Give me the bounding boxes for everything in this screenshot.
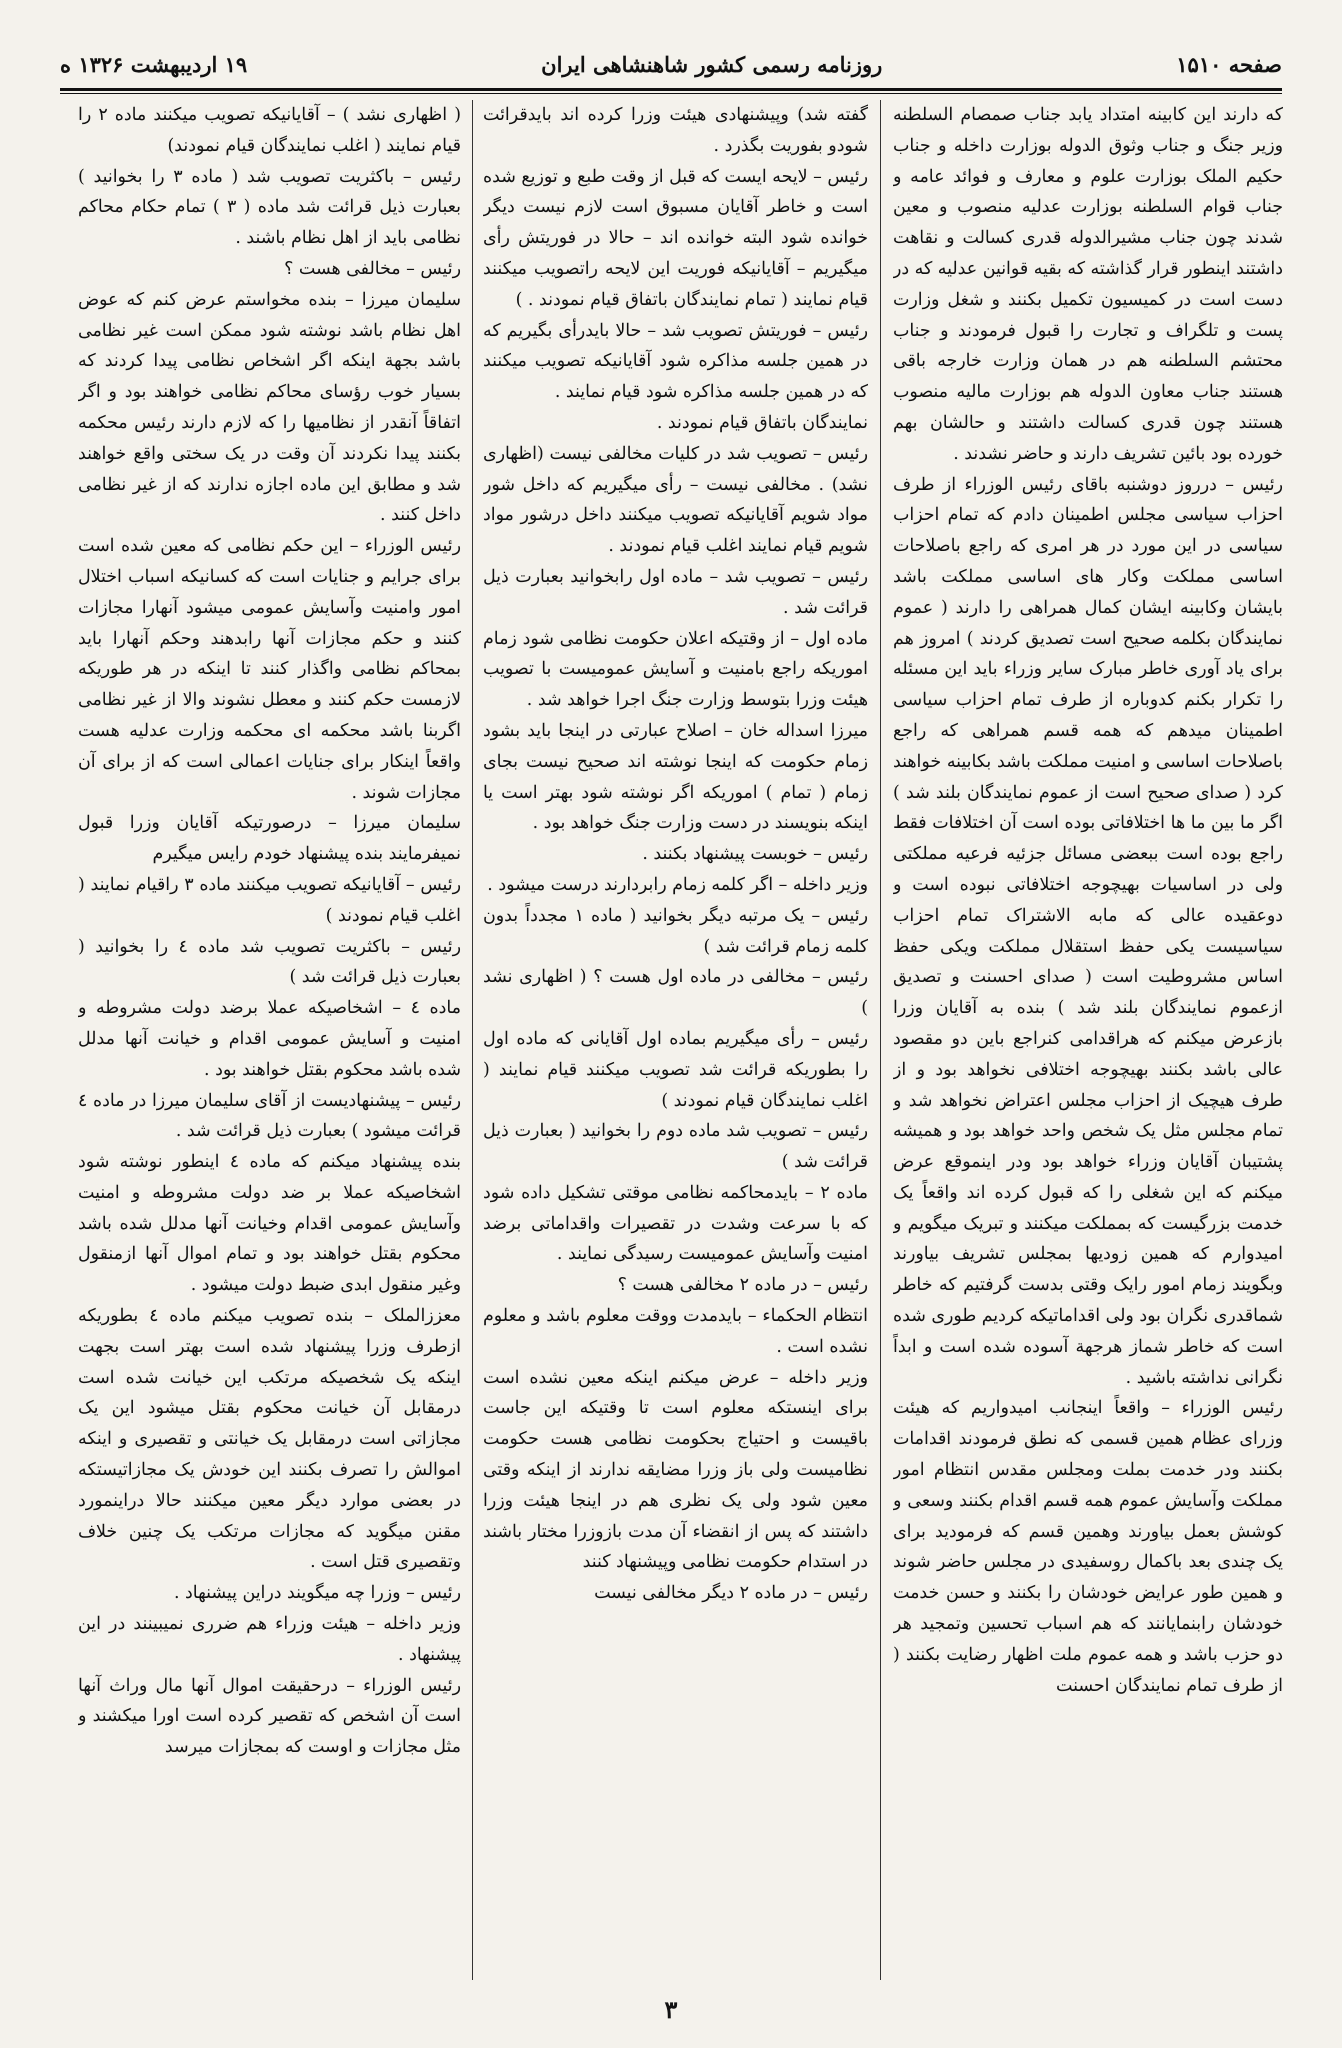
paragraph: نمایندگان باتفاق قیام نمودند . [656,412,868,433]
text-column-left [78,100,461,1980]
paragraph: رئیس الوزراء – واقعاً اینجانب امیدواریم که هیئت وزرای عظام همین قسمی که نطق فرمودند اقدامات بکنند ودر خدمت بملت ومجلس مقدس انتظام امور مملکت وآسایش عموم همه قسم اقدام بکنند وسعی و کوشش بعمل بیاورند وهمین قسم که فرمودید برای یک چندی بعد باکمال روسفیدی در مجلس حاضر شوند و همین طور عرایض خودشان را بکنند و حسن خدمت خودشان رابنمایانند که هم اسباب تحسین وتمجید هر دو حزب باشد و همه عموم ملت اظهار رضایت بکنند ( از طرف تمام نمایندگان احسنت [893,1398,1283,1696]
paragraph: انتظام الحکماء – بایدمدت ووقت معلوم باشد و معلوم نشده است . [483,1306,868,1357]
paragraph: رئیس – خوبست پیشنهاد بکنند . [642,844,868,865]
paragraph: رئیس – یک مرتبه دیگر بخوانید ( ماده ۱ مجدداً بدون کلمه زمام قرائت شد ) [483,905,868,957]
page-number: صفحه ۱۵۱۰ [1176,51,1282,77]
paragraph: سلیمان میرزا – بنده مخواستم عرض کنم که عوض اهل نظام باشد نوشته شود ممکن است غیر نظامی باشد بجهة اینکه اگر اشخاص نظامی پیدا کردند که بسیار خوب رؤسای محاکم نظامی خواهند بود و اگر اتفاقاً آنقدر از نظامیها را که لازم دارند رئیس محکمه بکنند پیدا نکردند آن وقت در یک سختی واقع خواهند شد و مطابق این ماده اجازه ندارند که از غیر نظامی داخل کنند . [78,289,461,526]
column-divider [472,100,473,1980]
paragraph: رئیس الوزراء – درحقیقت اموال آنها مال وراث آنها است آن اشخص که تقصیر کرده است اورا میکشند و مثل مجازات و اوست که بمجازات میرسد [78,1675,461,1758]
paragraph: که دارند این کابینه امتداد یابد جناب صمصام السلطنه وزیر جنگ و جناب وثوق الدوله بوزارت داخله و جناب حکیم الملک بوزارت علوم و معارف و فوائد عامه و جناب قوام السلطنه بوزارت عدلیه منصوب و معین شدند چون جناب مشیرالدوله قدری کسالت و نقاهت داشتند اینطور قرار گذاشته که بقیه قوانین عدلیه که در دست است در کمیسیون تکمیل بکنند و شغل وزارت پست و تلگراف و تجارت را قبول فرمودند و جناب محتشم السلطنه هم در همان وزارت خارجه باقی هستند جناب معاون الدوله هم بوزارت مالیه منصوب هستند چون قدری کسالت داشتند و حالشان بهم خورده بود بائین تشریف دارند و حاضر نشدند . [893,105,1283,464]
paragraph: رئیس الوزراء – این حکم نظامی که معین شده است برای جرایم و جنایات است که کسانیکه اسباب اختلال امور وامنیت وآسایش عمومی میشود آنهارا مجازات کنند و حکم مجازات آنها رابدهند وحکم آنهارا باید بمحاکم نظامی واگذار کنند تا اینکه در هر طوریکه لازمست حکم کنند و معطل نشوند والا از غیر نظامی اگربنا باشد محکمه ای محکمه وزارت عدلیه هست واقعاً اینکار برای جنایات اعمالی است که از برای آن مجازات شوند . [78,536,461,803]
paragraph: ماده اول – از وقتیکه اعلان حکومت نظامی شود زمام اموریکه راجع بامنیت و آسایش عمومیست با تصویب هیئت وزرا بتوسط وزارت جنگ اجرا خواهد شد . [483,628,868,711]
paragraph: رئیس – تصویب شد در کلیات مخالفی نیست (اظهاری نشد) . مخالفی نیست – رأی میگیریم که داخل شور مواد شویم آقایانیکه تصویب میکنند داخل درشور مواد شویم قیام نمایند اغلب قیام نمودند . [483,443,868,557]
paragraph: رئیس – مخالفی هست ؟ [284,258,461,279]
paragraph: بنده پیشنهاد میکنم که ماده ٤ اینطور نوشته شود اشخاصیکه عملا بر ضد دولت مشروطه و امنیت وآسایش عمومی اقدام وخیانت آنها مدلل شده باشد محکوم بقتل خواهند بود و تمام اموال آنها ازمنقول وغیر منقول ابدی ضبط دولت میشود . [78,1152,461,1296]
paragraph: رئیس – در ماده ۲ مخالفی هست ؟ [617,1275,868,1296]
paragraph: رئیس – فوریتش تصویب شد – حالا بایدرأی بگیریم که در همین جلسه مذاکره شود آقایانیکه تصویب میکنند که در همین جلسه مذاکره شود قیام نمایند . [483,320,868,403]
paragraph: رئیس – تصویب شد ماده دوم را بخوانید ( بعبارت ذیل قرائت شد ) [483,1121,868,1173]
paragraph: رئیس – لایحه ایست که قبل از وقت طبع و توزیع شده است و خاطر آقایان مسبوق است لازم نیست دیگر خوانده شود البته خوانده اند – حالا در فوریتش رأی میگیریم – آقایانیکه فوریت این لایحه راتصویب میکنند قیام نمایند ( تمام نمایندگان باتفاق قیام نمودند . ) [483,166,868,310]
paragraph: رئیس – در ماده ۲ دیگر مخالفی نیست [594,1583,868,1604]
paragraph: ماده ٤ – اشخاصیکه عملا برضد دولت مشروطه و امنیت و آسایش عمومی اقدام و خیانت آنها مدلل شده باشد محکوم بقتل خواهند بود . [78,998,461,1080]
paragraph: رئیس – آقایانیکه تصویب میکنند ماده ۳ راقیام نمایند ( اغلب قیام نمودند ) [78,874,461,926]
paragraph: رئیس – درروز دوشنبه باقای رئیس الوزراء از طرف احزاب سیاسی مجلس اطمینان دادم که تمام احزاب سیاسی در این مورد در هر امری که راجع باصلاحات اساسی مملکت وکار های اساسی مملکت باشد بایشان وکابینه ایشان کمال همراهی را دارند ( عموم نمایندگان بکلمه صحیح است تصدیق کردند ) امروز هم برای یاد آوری خاطر مبارک سایر وزراء باید این مسئله را تکرار بکنم کدوباره از طرف تمام احزاب سیاسی اطمینان میدهم که همه قسم همراهی که راجع باصلاحات اساسی و امنیت مملکت باشد بکابینه خواهند کرد ( صدای صحیح است از عموم نمایندگان بلند شد ) اگر ما بین ما ها اختلافاتی بوده است آن اختلافات فقط راجع بوده است ببعضی مسائل جزئیه فرعیه مملکتی ولی در اساسیات بهیچوجه اختلافاتی نبوده است و دوعقیده عالی که مابه الاشتراک تمام احزاب سیاسیست یکی حفظ استقلال مملکت ویکی حفظ اساس مشروطیت است ( صدای احسنت و تصدیق ازعموم نمایندگان بلند شد ) بنده به آقایان وزرا بازعرض میکنم که هراقدامی کنراجع باین دو مقصود عالی باشد بکنند بهیچوجه اختلافی نخواهد بود و از طرف هیچیک از احزاب مجلس اعتراض نخواهد شد و تمام مجلس مثل یک شخص واحد خواهد بود و همیشه پشتیبان آقایان وزراء خواهد بود ودر اینموقع عرض میکنم که این شغلی را که قبول کرده اند واقعاً یک خدمت بزرگیست که بمملکت میکنند و تبریک میگویم و امیدوارم که همین زودیها بمجلس تشریف بیاورند وبگویند زمام امور رایک وقتی بدست گرفتیم که خاطر شماقدری نگران بود ولی اقداماتیکه کردیم طوری شده است که خاطر شماز هرجهة آسوده شده است و ابداً نگرانی نداشته باشید . [893,474,1283,1388]
paragraph: رئیس – باکثریت تصویب شد ماده ٤ را بخوانید ( بعبارت ذیل قرائت شد ) [78,936,461,988]
text-column-middle [483,100,868,1980]
paragraph: رئیس – مخالفی در ماده اول هست ؟ ( اظهاری نشد ) [483,967,868,1019]
paragraph: وزیر داخله – عرض میکنم اینکه معین نشده است برای اینستکه معلوم است تا وقتیکه این جاست باقیست و احتیاج بحکومت نظامی هست حکومت نظامیست ولی باز وزرا مضایقه ندارند از اینکه وقتی معین شود ولی یک نظری هم در اینجا هیئت وزرا داشتند که پس از انقضاء آن مدت بازوزرا مختار باشند در استدام حکومت نظامی وپیشنهاد کنند [483,1367,868,1573]
folio-number: ۳ [664,1995,678,2024]
paragraph: سلیمان میرزا – درصورتیکه آقایان وزرا قبول نمیفرمایند بنده پیشنهاد خودم رایس میگیرم [78,813,461,865]
text-column-right [893,100,1283,1980]
header-rule-thin [60,93,1282,94]
paragraph: معززالملک – بنده تصویب میکنم ماده ٤ بطوریکه ازطرف وزرا پیشنهاد شده است بهتر است بجهت اینکه یک شخصیکه مرتکب این خیانت شده است درمقابل آن خیانت محکوم بقتل میشود این یک مجازاتی است درمقابل یک خیانتی و تقصیری و اینکه اموالش را تصرف بکنند این خودش یک مجازاتیستکه در بعضی موارد دیگر معین میکنند حالا دراینمورد مقنن میگوید که مجازات مرتکب یک چنین خلاف وتقصیری قتل است . [78,1306,461,1573]
header-rule [60,88,1282,91]
paragraph: رئیس – رأی میگیریم بماده اول آقایانی که ماده اول را بطوریکه قرائت شد تصویب میکنند قیام نمایند ( اغلب نمایندگان قیام نمودند ) [483,1028,868,1111]
paragraph: وزیر داخله – اگر کلمه زمام رابردارند درست میشود . [487,874,868,895]
column-divider [880,100,881,1980]
paragraph: گفته شد) وپیشنهادی هیئت وزرا کرده اند بایدقرائت شودو بفوریت بگذرد . [483,105,868,156]
gazette-title: روزنامه رسمی کشور شاهنشاهی ایران [541,51,883,77]
paragraph: رئیس – وزرا چه میگویند دراین پیشنهاد . [173,1583,461,1604]
paragraph: میرزا اسداله خان – اصلاح عبارتی در اینجا باید بشود زمام حکومت که اینجا نوشته اند صحیح نیست بجای زمام ( تمام ) اموریکه اگر نوشته شود بهتر است یا اینکه بنویسند در دست وزارت جنگ خواهد بود . [483,720,868,834]
paragraph: رئیس – باکثریت تصویب شد ( ماده ۳ را بخوانید ) بعبارت ذیل قرائت شد ماده ( ۳ ) تمام حکام محاکم نظامی باید از اهل نظام باشند . [78,166,461,249]
page-header [60,44,1282,84]
paragraph: وزیر داخله – هیئت وزراء هم ضرری نمیبینند در این پیشنهاد . [78,1614,461,1665]
paragraph: رئیس – تصویب شد – ماده اول رابخوانید بعبارت ذیل قرائت شد . [483,566,868,618]
issue-date: ۱۹ اردیبهشت ۱۳۲۶ ه [60,51,248,77]
paragraph: ماده ۲ – بایدمحاکمه نظامی موقتی تشکیل داده شود که با سرعت وشدت در تقصیرات واقداماتی برضد امنیت وآسایش عمومیست رسیدگی نمایند . [483,1182,868,1265]
paragraph: ( اظهاری نشد ) – آقایانیکه تصویب میکنند ماده ۲ را قیام نمایند ( اغلب نمایندگان قیام نمودند) [78,105,461,156]
paragraph: رئیس – پیشنهادیست از آقای سلیمان میرزا در ماده ٤ قرائت میشود ) بعبارت ذیل قرائت شد . [78,1090,461,1142]
